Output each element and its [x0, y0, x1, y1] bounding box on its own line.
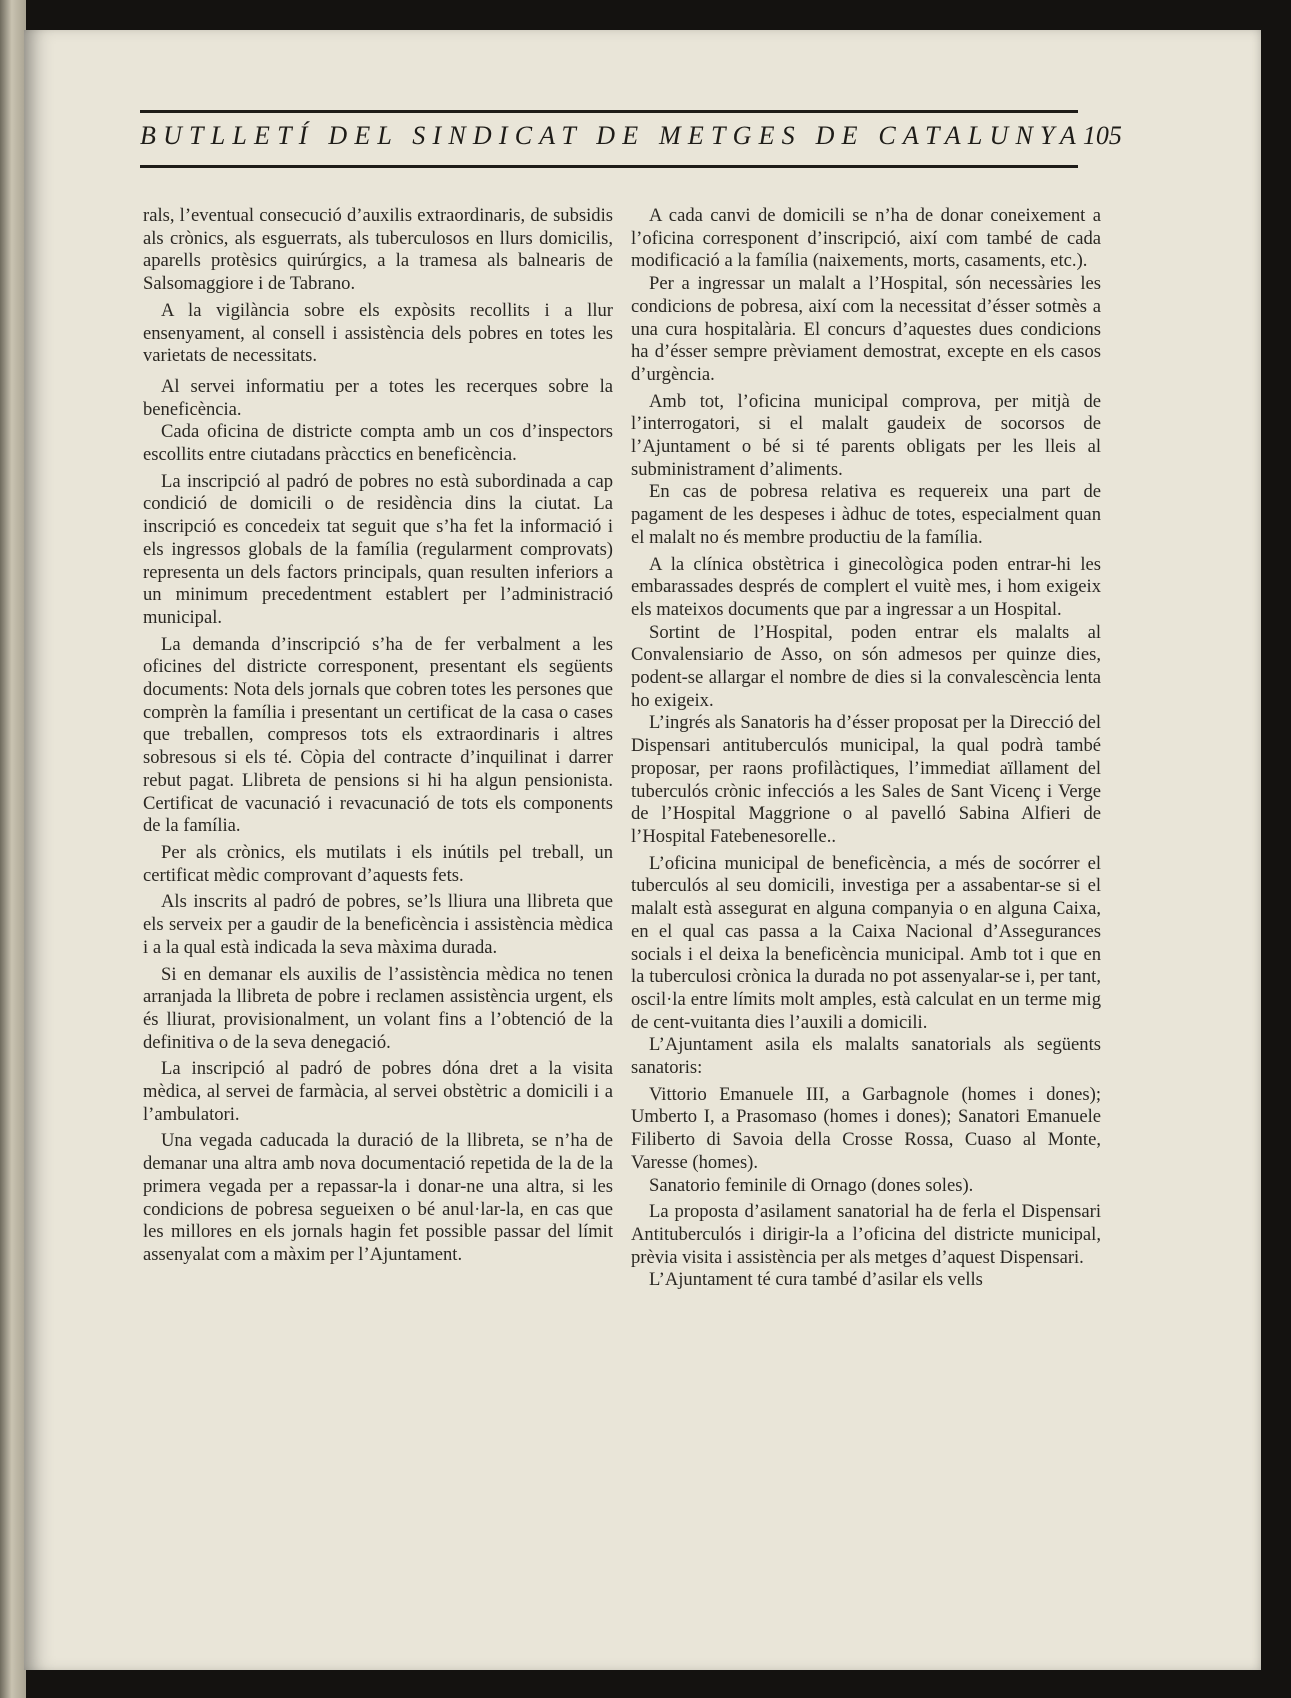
paragraph: Per a ingressar un malalt a l’Hospital, són necessàries les condicions de pobresa, així com la necessitat d’ésser sotmès a una cura hospitalària. El concurs d’aquestes dues condicions ha d’ésser sempre prèviament demostrat, excepte en els casos d’urgència.	[631, 273, 1101, 385]
paragraph: Una vegada caducada la duració de la llibreta, se n’ha de demanar una altra amb nova documentació repetida de la de la primera vegada per a repassar-la i donar-ne una altra, si les condicions de pobresa segueixen o bé anul·lar-la, en cas que les millores en els jornals hagin fet possible passar del límit assenyalat com a màxim per l’Ajuntament.	[143, 1130, 613, 1265]
paragraph: La inscripció al padró de pobres dóna dret a la visita mèdica, al servei de farmàcia, al servei obstètric a domicili i a l’ambulatori.	[143, 1058, 613, 1125]
header-top-rule	[140, 110, 1078, 113]
paragraph: L’ingrés als Sanatoris ha d’ésser proposat per la Direcció del Dispensari antituberculós municipal, la qual podrà també proposar, per raons profilàctiques, l’immediat aïllament del tuberculós crònic infecciós a les Sales de Sant Vicenç i Verge de l’Hospital Maggrione o al pavelló Sabina Alfieri de l’Hospital Fatebenesorelle..	[631, 712, 1101, 847]
paragraph: Sanatorio feminile di Ornago (dones soles).	[649, 1174, 974, 1196]
right-column	[631, 205, 1101, 1292]
paragraph: rals, l’eventual consecució d’auxilis extraordinaris, de subsidis als crònics, als esguerrats, als tuberculosos en llurs domicilis, aparells protèsics quirúrgics, a la tramesa als balnearis de Salsomaggiore i de Tabrano.	[143, 205, 613, 295]
paragraph: La proposta d’asilament sanatorial ha de ferla el Dispensari Antituberculós i dirigir-la a l’oficina del districte municipal, prèvia visita i assistència per als metges d’aquest Dispensari.	[631, 1201, 1101, 1268]
paragraph: La demanda d’inscripció s’ha de fer verbalment a les oficines del districte corresponent, presentant els següents documents: Nota dels jornals que cobren totes les persones que comprèn la família i presentant un certificat de la casa o cases que treballen, compresos tots els extraordinaris i altres sobresous si els té. Còpia del contracte d’inquilinat i darrer rebut pagat. Llibreta de pensions si hi ha algun pensionista. Certificat de vacunació i revacunació de tots els components de la família.	[143, 633, 613, 837]
header-row	[140, 121, 1122, 151]
paragraph: L’oficina municipal de beneficència, a més de socórrer el tuberculós al seu domicili, investiga per a assabentar-se si el malalt està assegurat en alguna companyia o en alguna Caixa, en el qual cas passa a la Caixa Nacional d’Assegurances socials i el deixa la beneficència municipal. Amb tot i que en la tuberculosi crònica la durada no pot assenyalar-se i, per tant, oscil·la entre límits molt amples, està calculat en un terme mig de cent-vuitanta dies l’auxili a domicili.	[631, 852, 1101, 1033]
paragraph: A la clínica obstètrica i ginecològica poden entrar-hi les embarassades després de complert el vuitè mes, i hom exigeix els mateixos documents que par a ingressar a un Hospital.	[631, 553, 1101, 620]
paragraph: Amb tot, l’oficina municipal comprova, per mitjà de l’interrogatori, si el malalt gaudeix de socorsos de l’Ajuntament o bé si té parents obligats per les lleis al subministrament d’aliments.	[631, 390, 1101, 480]
paragraph: Sortint de l’Hospital, poden entrar els malalts al Convalensiario de Asso, on són admesos per quinze dies, podent-se allargar el nombre de dies si la convalescència lenta ho exigeix.	[631, 621, 1101, 711]
paragraph: La inscripció al padró de pobres no està subordinada a cap condició de domicili o de residència dins la ciutat. La inscripció es concedeix tat seguit que s’ha fet la informació i els ingressos globals de la família (regularment comprovats) representa un dels factors principals, quan resulten inferiors a un minimum precedentment establert per l’administració municipal.	[143, 470, 613, 628]
page-number: 105	[1082, 121, 1122, 150]
paragraph: En cas de pobresa relativa es requereix una part de pagament de les despeses i àdhuc de totes, especialment quan el malalt no és membre productiu de la família.	[631, 481, 1101, 548]
running-header	[140, 110, 1122, 168]
paragraph: Al servei informatiu per a totes les recerques sobre la beneficència.	[143, 375, 613, 420]
paragraph: A cada canvi de domicili se n’ha de donar coneixement a l’oficina corresponent d’inscripció, així com també de cada modificació a la família (naixements, morts, casaments, etc.).	[631, 205, 1101, 272]
paragraph: Si en demanar els auxilis de l’assistència mèdica no tenen arranjada la llibreta de pobre i reclamen assistència urgent, els és lliurat, provisionalment, un volant fins a l’obtenció de la definitiva o de la seva denegació.	[143, 963, 613, 1053]
paragraph: Als inscrits al padró de pobres, se’ls lliura una llibreta que els serveix per a gaudir de la beneficència i assistència mèdica i a la qual està indicada la seva màxima durada.	[143, 891, 613, 958]
header-bottom-rule	[140, 165, 1078, 168]
paragraph: L’Ajuntament té cura també d’asilar els vells	[649, 1269, 983, 1291]
paragraph: L’Ajuntament asila els malalts sanatorials als següents sanatoris:	[631, 1034, 1101, 1079]
paragraph: Cada oficina de districte compta amb un cos d’inspectors escollits entre ciutadans pràcctics en beneficència.	[143, 421, 613, 466]
paragraph: Per als crònics, els mutilats i els inútils pel treball, un certificat mèdic comprovant d’aquests fets.	[143, 841, 613, 886]
previous-page-edge	[0, 0, 26, 1698]
left-column	[143, 205, 613, 1267]
paragraph: A la vigilància sobre els expòsits recollits i a llur ensenyament, al consell i assistència dels pobres en totes les varietats de necessitats.	[143, 299, 613, 367]
paragraph: Vittorio Emanuele III, a Garbagnole (homes i dones); Umberto I, a Prasomaso (homes i dones); Sanatori Emanuele Filiberto di Savoia della Crosse Rossa, Cuaso al Monte, Varesse (homes).	[631, 1083, 1101, 1173]
journal-title: BUTLLETÍ DEL SINDICAT DE METGES DE CATALUNYA	[140, 121, 1083, 150]
